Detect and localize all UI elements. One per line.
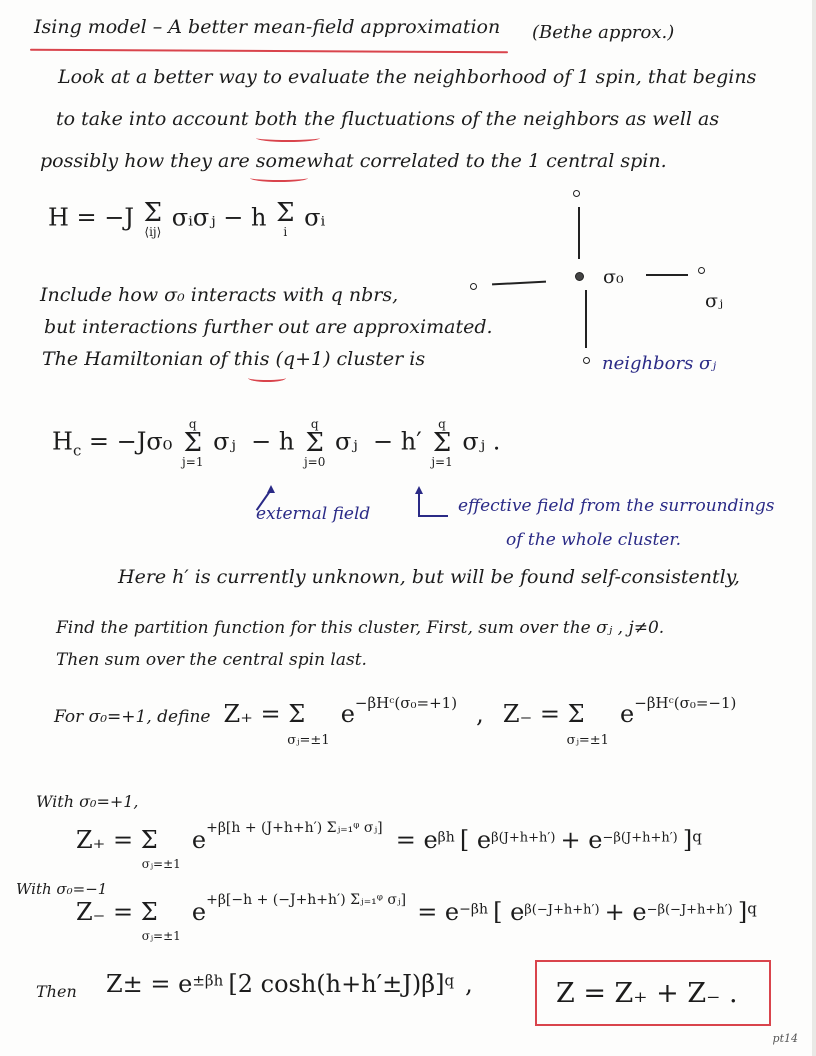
hc-sum-3: q Σ j=1 bbox=[431, 417, 453, 469]
zpm-equation: $Z\pm = e^{\pm\beta h}$ [2 cosh(h+h′±J)β]$^q$ , bbox=[106, 970, 473, 998]
cluster-line-2: but interactions further out are approximated. bbox=[44, 316, 493, 338]
partition-line-1: Find the partition function for this cluster, First, sum over the σⱼ , j≠0. bbox=[56, 618, 665, 638]
effective-field-label-2: of the whole cluster. bbox=[506, 530, 681, 550]
bond-bottom bbox=[585, 290, 587, 348]
underline-correlated bbox=[250, 174, 308, 182]
hamiltonian-equation bbox=[48, 200, 325, 238]
intro-line-1: Look at a better way to evaluate the neighborhood of 1 spin, that begins bbox=[58, 66, 757, 88]
define-z-line: For σ₀=+1, define $Z_+ = \Sigma_{\sigma ⱼ=\pm 1}$ $e^{-\beta Hᶜ(\sigma_0=+1)}$ , $Z_- = \Sigma_{\sigma ⱼ=\pm 1}$ $e^{-\beta Hᶜ(\sigma_0=-1)}$ bbox=[54, 693, 737, 749]
title-underline bbox=[30, 49, 508, 54]
bond-right bbox=[646, 274, 688, 276]
neighbor-top bbox=[573, 190, 580, 197]
central-spin-label: σ₀ bbox=[603, 266, 624, 288]
ham-minus-h: − h bbox=[223, 203, 267, 232]
cluster-line-1: Include how σ₀ interacts with q nbrs, bbox=[40, 284, 399, 306]
underline-cluster bbox=[248, 374, 286, 382]
hc-sum-1: q Σ j=1 bbox=[182, 417, 204, 469]
effective-field-label-1: effective field from the surroundings bbox=[458, 496, 775, 516]
title-aside: (Bethe approx.) bbox=[532, 22, 675, 43]
page-edge bbox=[812, 0, 816, 1056]
ham-term2: σᵢ bbox=[304, 203, 326, 232]
zplus-equation: $Z_+ = \Sigma_{\sigma ⱼ=\pm 1}$ $e^{+\beta[h + (J+h+h') \Sigma ⱼ_{=1}ᵠ \sigma ⱼ]} = e^{\beta h}$ [ $e^{\beta(J+h+h')} + e^{-\beta(J+h+h')}$ ]$^q$ bbox=[76, 819, 702, 872]
neighbor-left bbox=[470, 283, 477, 290]
boxed-result: Z = Z₊ + Z₋ . bbox=[556, 978, 738, 1009]
external-field-label: external field bbox=[256, 504, 371, 524]
arrowhead-external bbox=[267, 485, 275, 493]
page-title: Ising model – A better mean-field approximation bbox=[34, 16, 501, 38]
arrow-effective-shaft bbox=[418, 492, 420, 516]
with-plus-label: With σ₀=+1, bbox=[36, 792, 139, 811]
partition-line-2: Then sum over the central spin last. bbox=[56, 650, 367, 670]
ham-sum-i: Σ i bbox=[276, 198, 295, 239]
underline-fluctuations bbox=[256, 134, 320, 142]
bond-left bbox=[492, 281, 546, 285]
zminus-equation: $Z_- = \Sigma_{\sigma ⱼ=\pm 1}$ $e^{+\beta[-h + (-J+h+h') \Sigma ⱼ_{=1}ᵠ \sigma ⱼ]} = e^{-\beta h}$ [ $e^{\beta(-J+h+h')} + e^{-\beta(-J+h+h')}$ ]$^q$ bbox=[76, 891, 757, 944]
intro-line-2: to take into account both the fluctuations of the neighbors as well as bbox=[56, 108, 720, 130]
ham-term1: σᵢσⱼ bbox=[171, 203, 216, 232]
ham-lhs: H = −J bbox=[48, 203, 135, 232]
bond-top bbox=[578, 207, 580, 259]
ham-sum-ij: Σ ⟨ij⟩ bbox=[143, 198, 163, 239]
neighbor-bottom bbox=[583, 357, 590, 364]
arrow-effective-foot bbox=[418, 515, 448, 517]
then-label: Then bbox=[36, 982, 77, 1001]
self-consistent-note: Here h′ is currently unknown, but will be found self-consistently, bbox=[118, 566, 740, 588]
intro-line-3: possibly how they are somewhat correlated to the 1 central spin. bbox=[40, 150, 667, 172]
neighbor-label: σⱼ bbox=[705, 290, 723, 312]
neighbors-caption: neighbors σⱼ bbox=[602, 353, 717, 374]
page-number: pt14 bbox=[772, 1032, 798, 1045]
central-spin bbox=[575, 272, 584, 281]
neighbor-right bbox=[698, 267, 705, 274]
hc-sum-2: q Σ j=0 bbox=[303, 417, 326, 469]
with-minus-label: With σ₀=−1 bbox=[16, 880, 108, 898]
cluster-line-3: The Hamiltonian of this (q+1) cluster is bbox=[42, 348, 426, 370]
cluster-hamiltonian-equation: $H_c = -J\sigma_0$ q Σ j=1 σⱼ − h q Σ j=0 σⱼ − h′ q Σ j=1 σⱼ . bbox=[52, 417, 501, 469]
